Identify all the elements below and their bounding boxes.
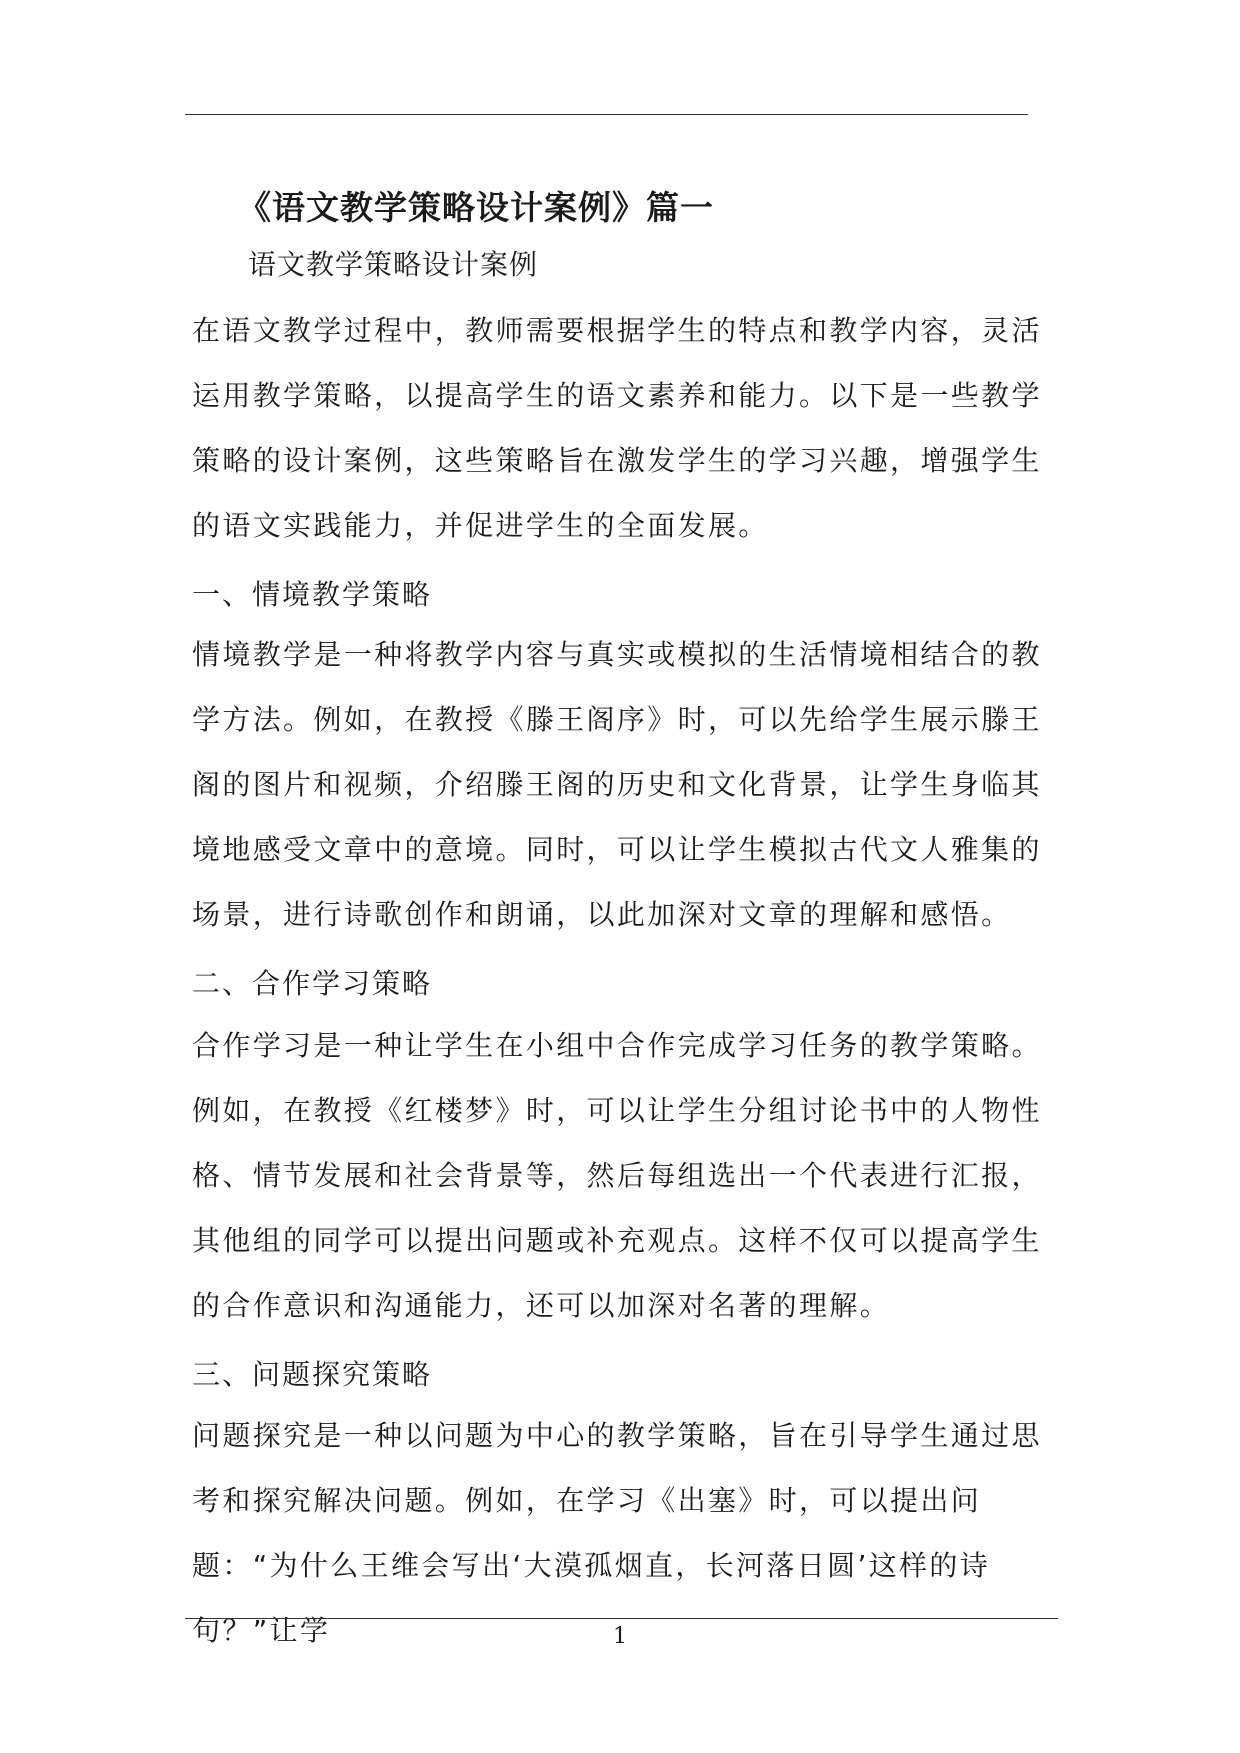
section-heading-inquiry: 三、问题探究策略 (192, 1358, 433, 1391)
document-title: 《语文教学策略设计案例》篇一 (238, 188, 714, 228)
section-body-cooperative: 合作学习是一种让学生在小组中合作完成学习任务的教学策略。例如，在教授《红楼梦》时，可以让学生分组讨论书中的人物性格、情节发展和社会背景等，然后每组选出一个代表进行汇报，其他组的同学可以提出问题或补充观点。这样不仅可以提高学生的合作意识和沟通能力，还可以加深对名著的理解。 (192, 1029, 1042, 1322)
header-rule (185, 114, 1028, 115)
footer-rule (185, 1618, 1058, 1619)
document-subtitle: 语文教学策略设计案例 (248, 248, 539, 281)
page-number: 1 (613, 1624, 627, 1649)
section-body-inquiry: 问题探究是一种以问题为中心的教学策略，旨在引导学生通过思考和探究解决问题。例如，在学习《出塞》时，可以提出问题：“为什么王维会写出‘大漠孤烟直，长河落日圆’这样的诗句？”让学 (192, 1419, 1042, 1647)
section-heading-situational: 一、情境教学策略 (192, 578, 433, 611)
section-body-situational: 情境教学是一种将教学内容与真实或模拟的生活情境相结合的教学方法。例如，在教授《滕王阁序》时，可以先给学生展示滕王阁的图片和视频，介绍滕王阁的历史和文化背景，让学生身临其境地感受文章中的意境。同时，可以让学生模拟古代文人雅集的场景，进行诗歌创作和朗诵，以此加深对文章的理解和感悟。 (192, 638, 1042, 931)
intro-paragraph: 在语文教学过程中，教师需要根据学生的特点和教学内容，灵活运用教学策略，以提高学生的语文素养和能力。以下是一些教学策略的设计案例，这些策略旨在激发学生的学习兴趣，增强学生的语文实践能力，并促进学生的全面发展。 (192, 314, 1042, 542)
section-heading-cooperative: 二、合作学习策略 (192, 967, 433, 1000)
